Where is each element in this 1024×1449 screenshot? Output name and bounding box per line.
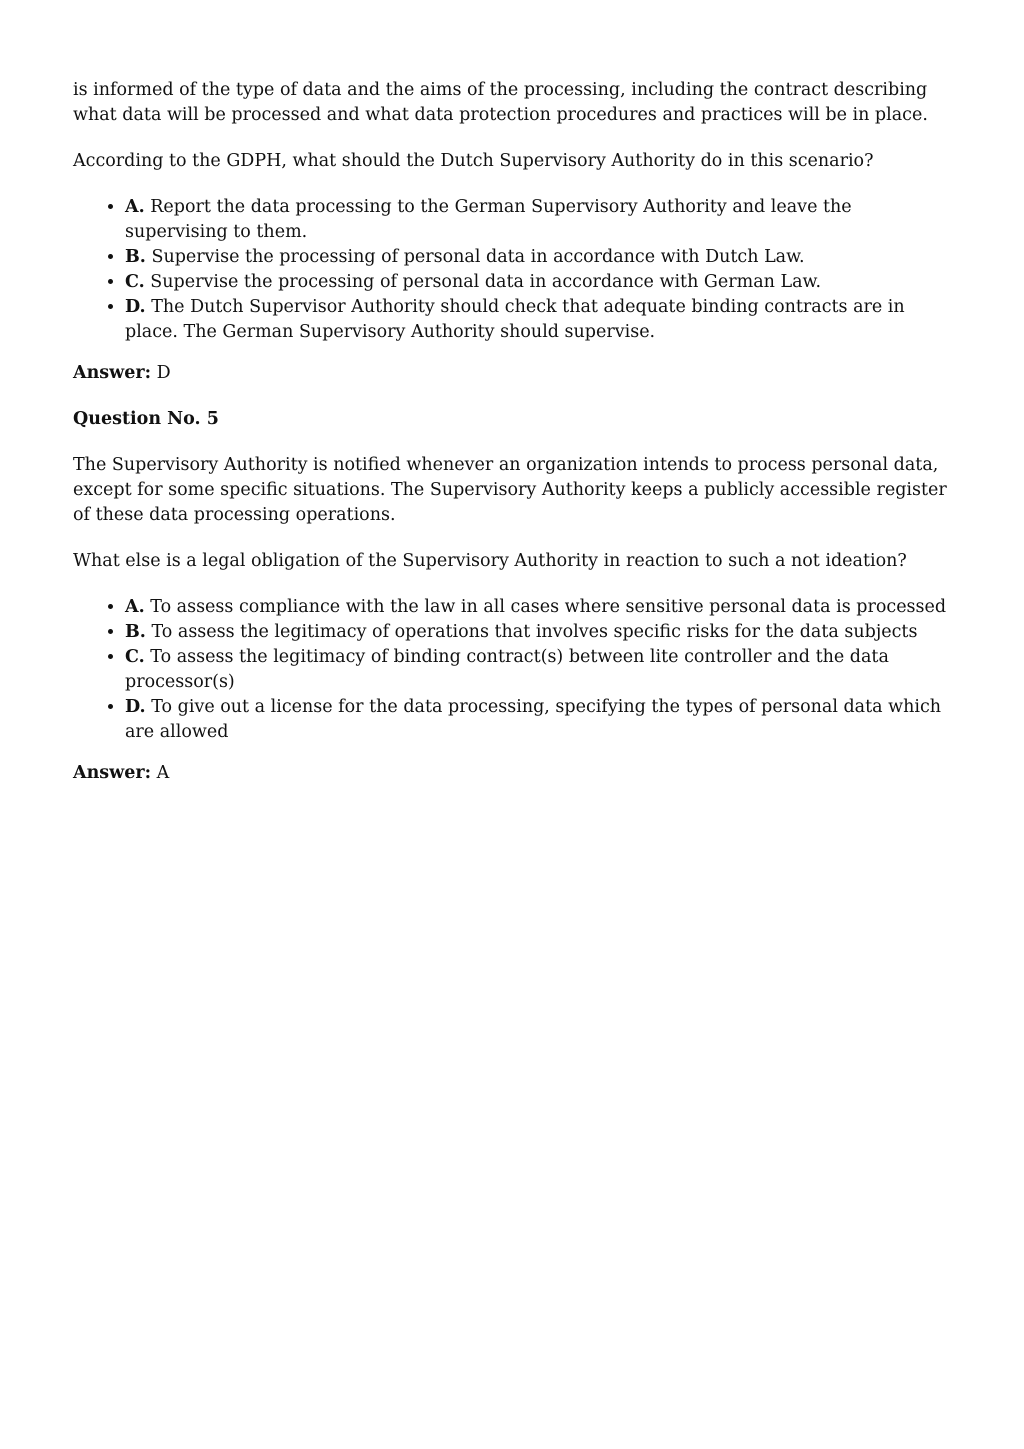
option-a	[125, 595, 953, 620]
option-text: Supervise the processing of personal data in accordance with German Law.	[150, 272, 822, 292]
option-letter: C.	[125, 272, 145, 292]
question-5-context: The Supervisory Authority is notified whenever an organization intends to process personal data, except for some specific situations. The Supervisory Authority keeps a publicly accessible register of these data processing operations.	[73, 455, 947, 525]
answer-value: D	[156, 363, 171, 383]
option-text: To assess the legitimacy of binding contract(s) between lite controller and the data processor(s)	[125, 647, 889, 692]
question-5-title: Question No. 5	[73, 409, 219, 429]
option-d	[125, 295, 953, 345]
question-4-prompt: According to the GDPH, what should the Dutch Supervisory Authority do in this scenario?	[73, 151, 874, 171]
option-text: Supervise the processing of personal data in accordance with Dutch Law.	[151, 247, 805, 267]
option-text: The Dutch Supervisor Authority should check that adequate binding contracts are in place. The German Supervisory Authority should supervise.	[125, 297, 905, 342]
option-text: To assess the legitimacy of operations that involves specific risks for the data subjects	[151, 622, 918, 642]
option-letter: B.	[125, 622, 146, 642]
document-page	[73, 78, 953, 807]
question-4-options	[73, 195, 953, 345]
option-letter: B.	[125, 247, 146, 267]
option-letter: C.	[125, 647, 145, 667]
option-letter: D.	[125, 297, 146, 317]
question-4-context: is informed of the type of data and the aims of the processing, including the contract describing what data will be processed and what data protection procedures and practices will be in place.	[73, 80, 928, 125]
option-c	[125, 270, 953, 295]
option-b	[125, 620, 953, 645]
option-letter: A.	[125, 197, 145, 217]
answer-label: Answer:	[73, 363, 152, 383]
option-a	[125, 195, 953, 245]
option-d	[125, 695, 953, 745]
option-text: To assess compliance with the law in all cases where sensitive personal data is processed	[150, 597, 947, 617]
option-letter: D.	[125, 697, 146, 717]
question-5-prompt: What else is a legal obligation of the Supervisory Authority in reaction to such a not ideation?	[73, 551, 907, 571]
option-c	[125, 645, 953, 695]
answer-value: A	[156, 763, 170, 783]
answer-label: Answer:	[73, 763, 152, 783]
question-4-answer	[73, 361, 953, 386]
option-b	[125, 245, 953, 270]
option-text: To give out a license for the data processing, specifying the types of personal data which are allowed	[125, 697, 942, 742]
option-letter: A.	[125, 597, 145, 617]
question-5-options	[73, 595, 953, 745]
option-text: Report the data processing to the German Supervisory Authority and leave the supervising to them.	[125, 197, 852, 242]
question-5-answer	[73, 761, 953, 786]
